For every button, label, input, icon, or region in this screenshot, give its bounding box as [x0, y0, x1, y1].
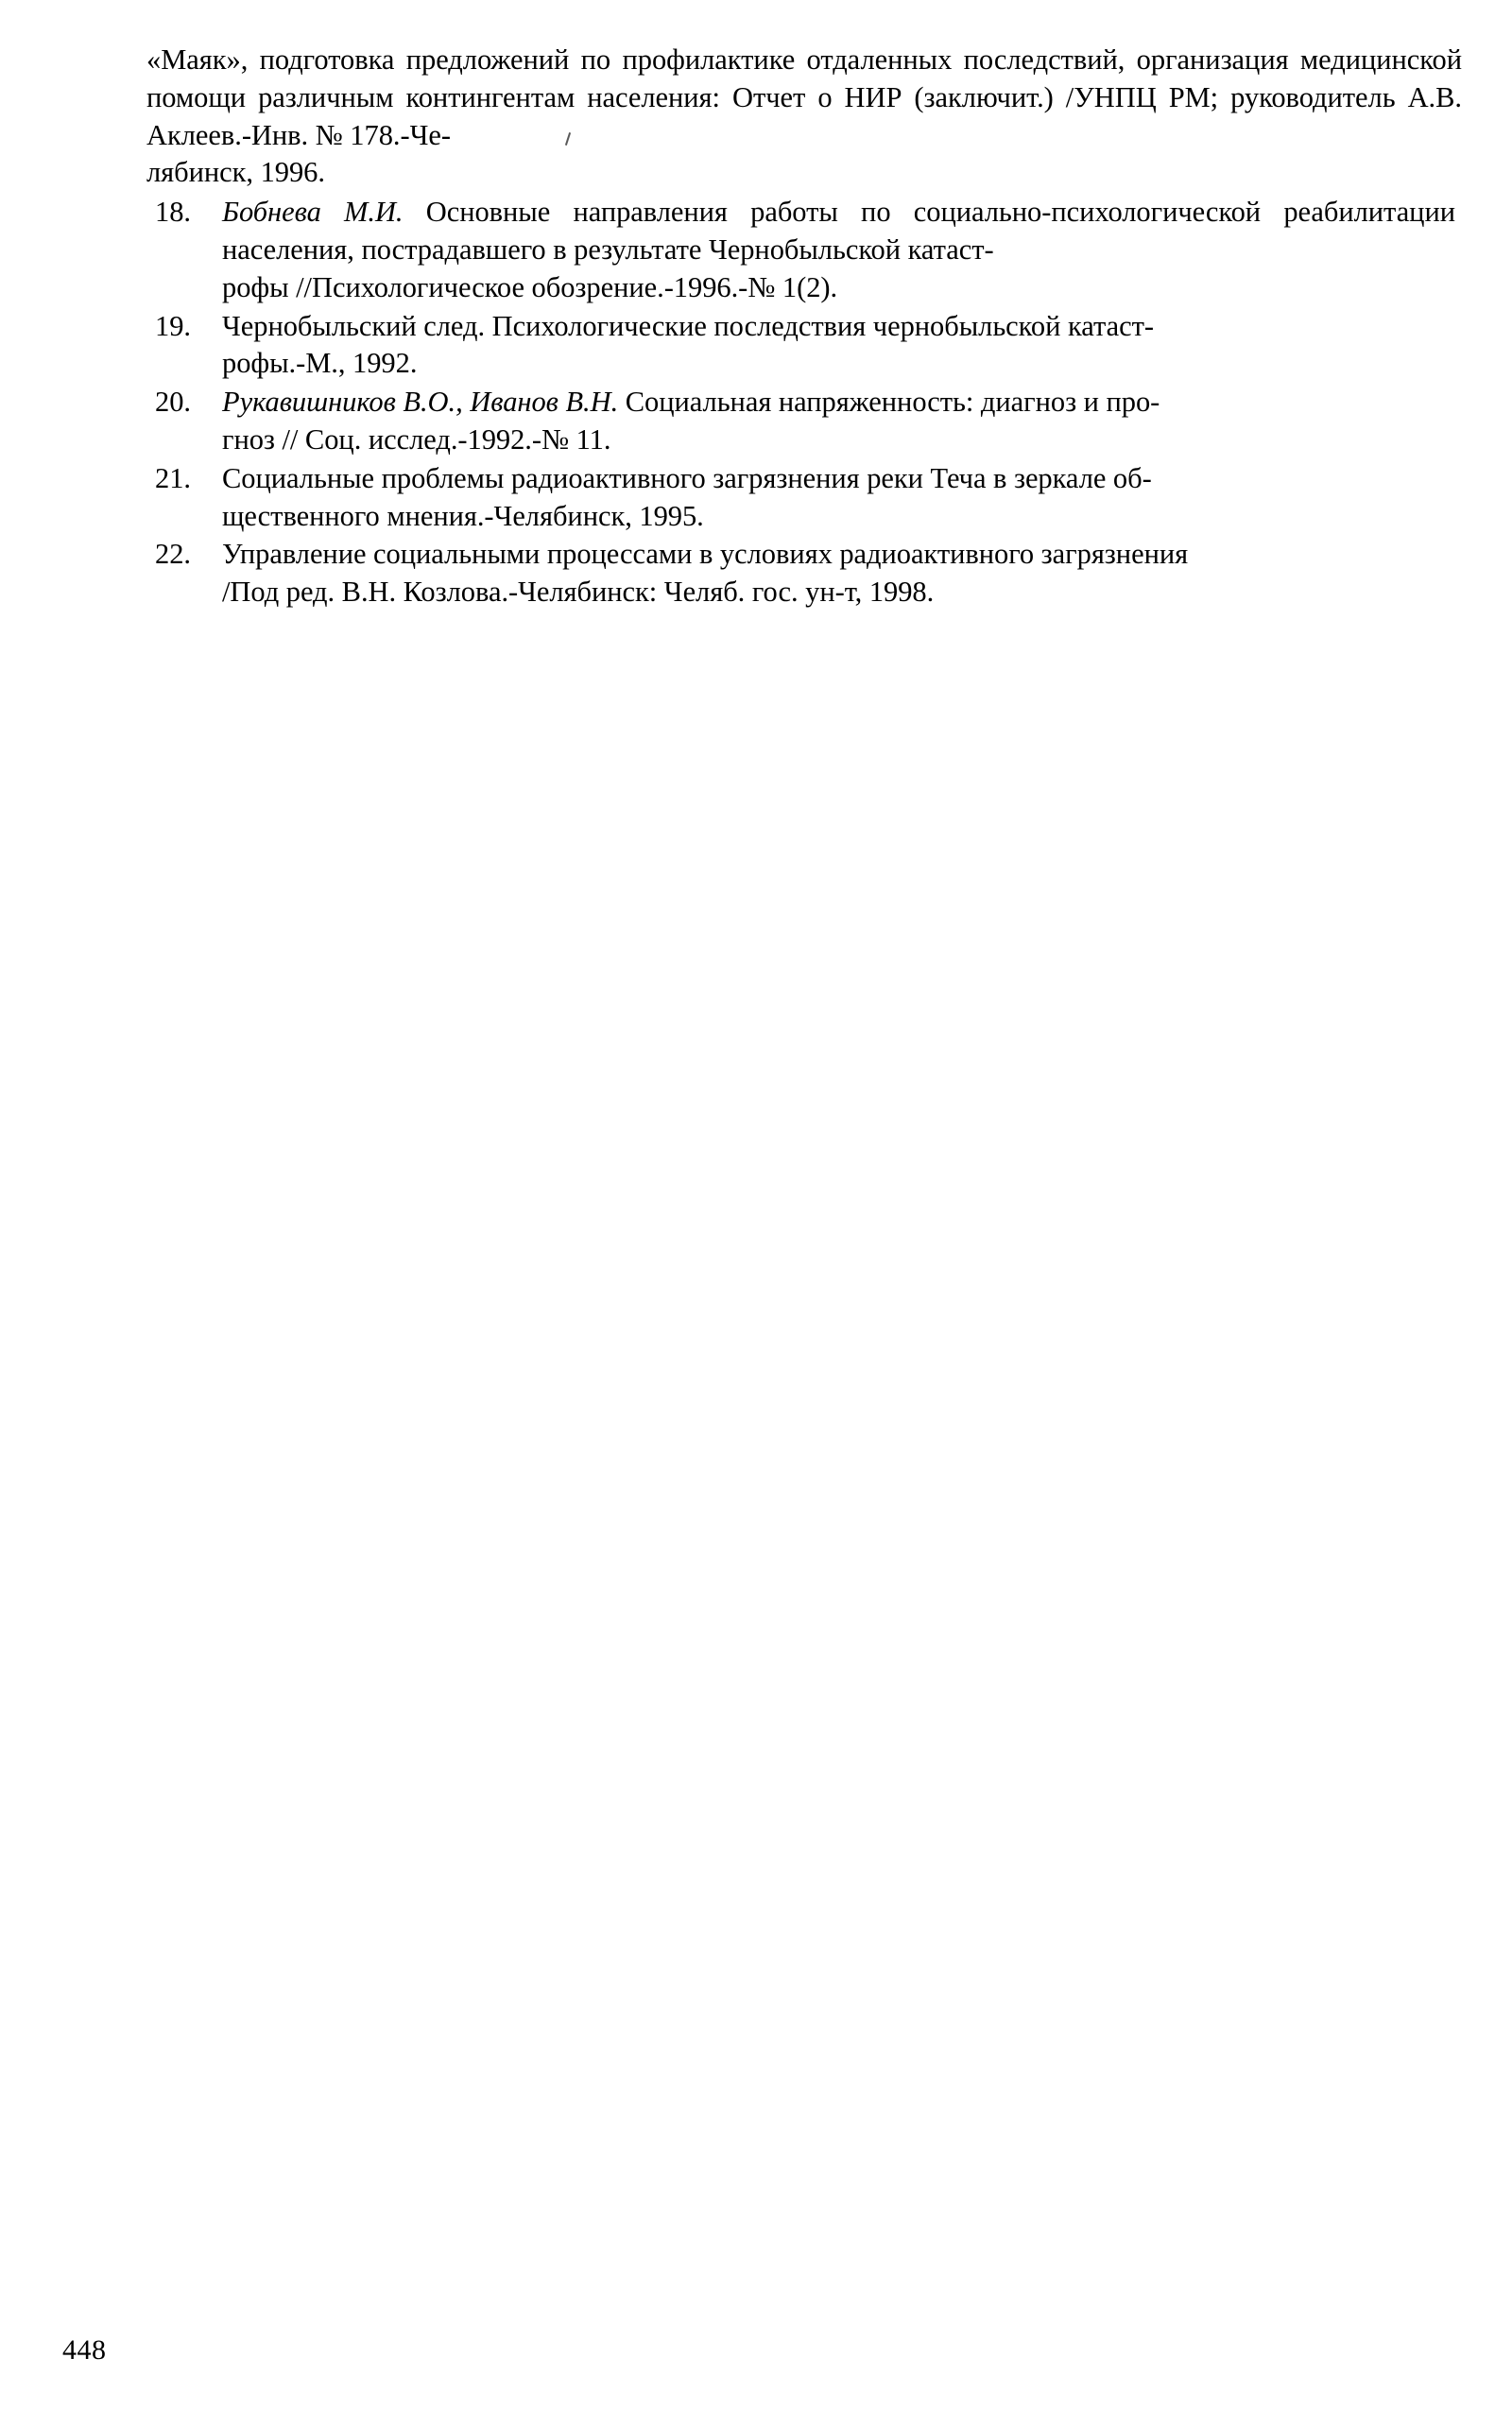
reference-number: 19.: [155, 309, 191, 342]
paragraph-last-line: лябинск, 1996.: [146, 156, 325, 189]
reference-last-line: /Под ред. В.Н. Козлова.-Челябинск: Челяб. гос. ун-т, 1998.: [222, 576, 935, 609]
reference-number: 18.: [155, 196, 191, 229]
reference-last-line: гноз // Соц. исслед.-1992.-№ 11.: [222, 422, 611, 456]
paragraph-line: «Маяк», подготовка предложений по профилактике отдаленных последствий,: [146, 43, 1125, 76]
reference-last-line: щественного мнения.-Челябинск, 1995.: [222, 499, 704, 532]
reference-line: Основные направления работы по социально-психологической: [403, 196, 1262, 229]
continued-paragraph: [146, 42, 1462, 192]
reference-last-line: рофы.-М., 1992.: [222, 347, 418, 380]
reference-line: Управление социальными процессами в условиях радиоактивного загрязнения: [222, 538, 1189, 571]
reference-author: Рукавишников В.О., Иванов В.Н.: [222, 386, 619, 419]
reference-list: [132, 194, 1455, 611]
page-number: 448: [62, 2334, 107, 2366]
reference-last-line: рофы //Психологическое обозрение.-1996.-№ 1(2).: [222, 270, 838, 303]
list-item: [132, 536, 1455, 611]
page-content: [132, 42, 1462, 612]
reference-author: Бобнева М.И.: [222, 196, 404, 229]
paragraph-line: организация медицинской помощи различным контингентам населения: Отчет: [146, 43, 1462, 113]
reference-line: реабилитации населения, пострадавшего в результате Чернобыльской катаст-: [222, 196, 1455, 266]
reference-line: Чернобыльский след. Психологические последствия чернобыльской катаст-: [222, 309, 1154, 342]
reference-line: Социальная напряженность: диагноз и про-: [618, 386, 1160, 419]
reference-number: 21.: [155, 461, 191, 494]
reference-line: Социальные проблемы радиоактивного загрязнения реки Теча в зеркале об-: [222, 461, 1152, 494]
list-item: [132, 460, 1455, 536]
list-item: [132, 194, 1455, 306]
reference-number: 20.: [155, 386, 191, 419]
reference-number: 22.: [155, 538, 191, 571]
paragraph-line: о НИР (заключит.) /УНПЦ РМ; руководитель А.В. Аклеев.-Инв. № 178.-Че-: [146, 80, 1462, 151]
list-item: [132, 308, 1455, 384]
list-item: [132, 384, 1455, 459]
